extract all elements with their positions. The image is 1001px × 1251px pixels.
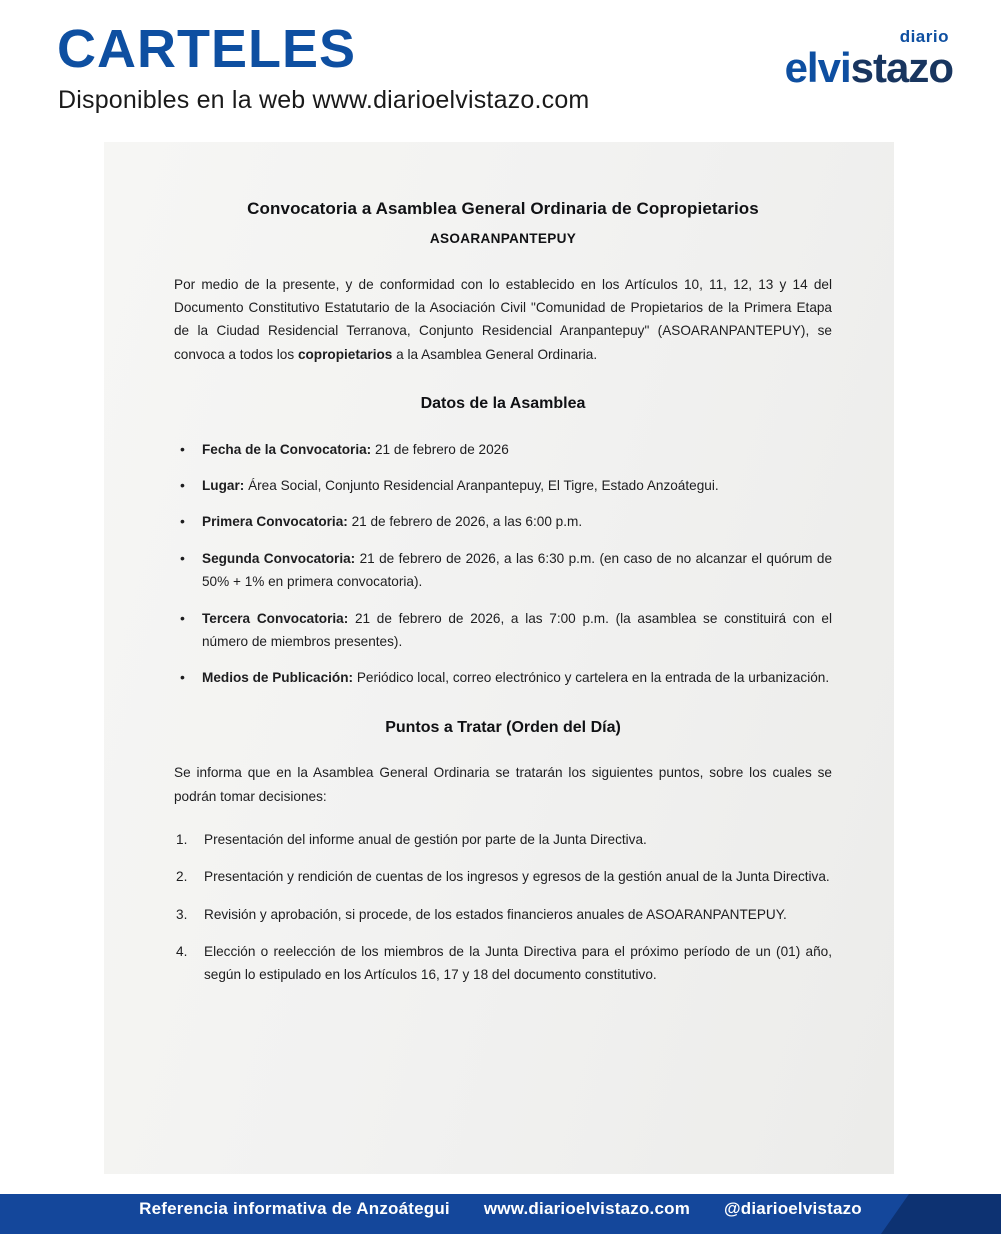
detail-value: 21 de febrero de 2026, a las 7:00 p.m. (la asamblea se constituirá con el número de miembros presentes).: [202, 610, 832, 649]
document-page: [104, 142, 894, 1174]
detail-value: Periódico local, correo electrónico y cartelera en la entrada de la urbanización.: [356, 670, 830, 686]
list-item: [174, 474, 832, 497]
detail-label: Fecha de la Convocatoria:: [202, 441, 372, 457]
brand-logo: [785, 28, 953, 89]
document-body: [104, 142, 894, 1031]
detail-label: Primera Convocatoria:: [202, 514, 348, 530]
detail-label: Medios de Publicación:: [202, 670, 354, 686]
section-heading-puntos: Puntos a Tratar (Orden del Día): [385, 718, 621, 736]
footer-social-handle[interactable]: @diarioelvistazo: [724, 1199, 862, 1218]
detail-value: 21 de febrero de 2026, a las 6:00 p.m.: [351, 514, 583, 530]
assembly-details-list: [174, 438, 832, 690]
document-subtitle: ASOARANPANTEPUY: [429, 231, 577, 247]
logo-elvistazo-label: [784, 44, 953, 91]
detail-label: Tercera Convocatoria:: [202, 610, 349, 626]
list-item: [174, 510, 832, 533]
header-subtitle: Disponibles en la web www.diarioelvistazo.com: [58, 86, 590, 114]
footer-content: [0, 1189, 1001, 1229]
page-title: CARTELES: [57, 19, 357, 79]
list-item: [174, 607, 832, 654]
logo-part-two: stazo: [850, 44, 953, 91]
list-item: [174, 438, 832, 461]
list-item: Elección o reelección de los miembros de la Junta Directiva para el próximo período de un (01) año, según lo estipulado en los Artículos 16, 17 y 18 del documento constitutivo.: [204, 944, 832, 983]
detail-value: 21 de febrero de 2026: [375, 441, 509, 457]
detail-label: Lugar:: [202, 478, 245, 493]
footer-bottom-strip: [0, 1234, 1001, 1251]
section-heading-datos: Datos de la Asamblea: [420, 395, 586, 413]
document-intro-paragraph: Por medio de la presente, y de conformidad con lo establecido en los Artículos 10, 11, 12, 13 y 14 del Documento Constitutivo Estatutario de la Asociación Civil "Comunidad de Propietarios de la Primera Etapa de la Ciudad Residencial Terranova, Conjunto Residencial Aranpantepuy" (ASOARANPANTEPUY), se convoca a todos los copropietarios a la Asamblea General Ordinaria.: [174, 276, 832, 362]
list-item: [174, 666, 832, 689]
footer-website[interactable]: www.diarioelvistazo.com: [483, 1199, 691, 1218]
poster-image: [104, 142, 894, 1174]
agenda-intro-paragraph: Se informa que en la Asamblea General Ordinaria se tratarán los siguientes puntos, sobre los cuales se podrán tomar decisiones:: [174, 765, 832, 804]
list-item: Presentación y rendición de cuentas de los ingresos y egresos de la gestión anual de la Junta Directiva.: [204, 869, 830, 885]
detail-label: Segunda Convocatoria:: [202, 550, 356, 566]
logo-part-one: elvi: [784, 44, 851, 91]
page-footer: [0, 1189, 1001, 1251]
agenda-list: [174, 828, 832, 987]
footer-tagline: Referencia informativa de Anzoátegui: [139, 1199, 450, 1218]
document-title: Convocatoria a Asamblea General Ordinaria de Copropietarios: [247, 199, 759, 218]
detail-value: Área Social, Conjunto Residencial Aranpantepuy, El Tigre, Estado Anzoátegui.: [248, 478, 719, 493]
page-header: [0, 0, 1001, 132]
list-item: [174, 547, 832, 594]
list-item: Presentación del informe anual de gestión por parte de la Junta Directiva.: [204, 831, 647, 847]
logo-diario-label: diario: [899, 27, 949, 46]
detail-value: 21 de febrero de 2026, a las 6:30 p.m. (en caso de no alcanzar el quórum de 50% + 1% en primera convocatoria).: [202, 550, 832, 590]
list-item: Revisión y aprobación, si procede, de los estados financieros anuales de ASOARANPANTEPUY.: [204, 906, 787, 922]
